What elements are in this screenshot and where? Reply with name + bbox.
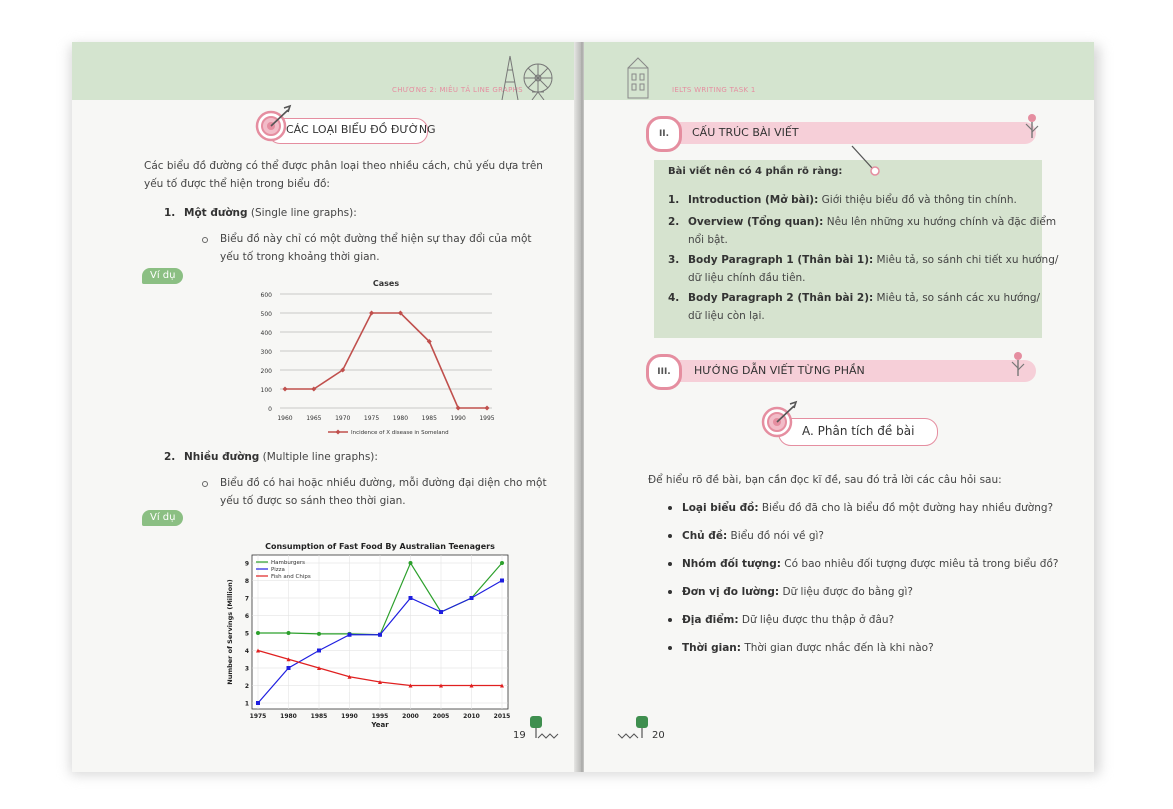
y-tick-label: 500	[260, 311, 272, 318]
data-point	[287, 631, 291, 635]
item2-number: 2.	[164, 451, 176, 463]
subsection-title: A. Phân tích đề bài	[802, 424, 915, 438]
target-icon	[760, 396, 806, 442]
y-tick-label: 0	[268, 406, 272, 413]
question-label: Chủ đề:	[682, 530, 728, 542]
data-point	[378, 633, 382, 637]
data-point	[470, 596, 474, 600]
x-tick-label: 1990	[450, 415, 466, 422]
x-tick-label: 2015	[493, 713, 511, 720]
y-tick-label: 3	[244, 665, 249, 673]
question-label: Đơn vị đo lường:	[682, 586, 780, 598]
chapter-label: CHƯƠNG 2: MIÊU TẢ LINE GRAPHS	[392, 86, 523, 94]
box-item-bold: Overview (Tổng quan):	[688, 216, 824, 228]
legend-label: Incidence of X disease in Someland	[351, 430, 449, 436]
item1-rest: (Single line graphs):	[247, 207, 357, 219]
box-item-cont: dữ liệu chính đầu tiên.	[688, 272, 806, 284]
sub-bullet	[202, 237, 208, 243]
box-item-bold: Introduction (Mở bài):	[688, 194, 819, 206]
question-item	[682, 528, 824, 544]
cases-chart	[240, 274, 500, 446]
section-title: CẤU TRÚC BÀI VIẾT	[692, 126, 799, 139]
item1-number: 1.	[164, 207, 176, 219]
y-tick-label: 1	[244, 700, 249, 708]
y-tick-label: 100	[260, 387, 272, 394]
item1-desc1: Biểu đồ này chỉ có một đường thể hiện sự thay đổi của một	[220, 233, 532, 245]
chart-title: Consumption of Fast Food By Australian Teenagers	[265, 542, 495, 551]
example-tag-2: Ví dụ	[142, 510, 183, 526]
legend-marker	[336, 430, 341, 435]
x-tick-label: 1980	[280, 713, 297, 720]
item1-heading	[184, 205, 357, 221]
item1-bold: Một đường	[184, 207, 248, 219]
y-tick-label: 400	[260, 330, 272, 337]
question-item	[682, 500, 1053, 516]
x-tick-label: 1960	[277, 415, 293, 422]
data-point	[317, 649, 321, 653]
x-tick-label: 2000	[402, 713, 419, 720]
series-line	[285, 313, 487, 408]
box-heading: Bài viết nên có 4 phần rõ ràng:	[668, 166, 843, 177]
bullet-dot	[668, 562, 672, 566]
pin-icon	[846, 142, 886, 176]
question-label: Thời gian:	[682, 642, 741, 654]
y-tick-label: 300	[260, 349, 272, 356]
x-tick-label: 1965	[306, 415, 322, 422]
data-point	[256, 631, 260, 635]
bullet-dot	[668, 646, 672, 650]
bullet-dot	[668, 618, 672, 622]
data-point	[348, 633, 352, 637]
box-item	[688, 290, 1040, 306]
y-tick-label: 7	[244, 595, 249, 603]
y-axis-label: Number of Servings (Million)	[226, 579, 234, 685]
data-point	[439, 610, 443, 614]
chart-title: Cases	[372, 279, 400, 288]
question-item	[682, 556, 1058, 572]
x-tick-label: 1995	[371, 713, 389, 720]
intro-line2: yếu tố được thể hiện trong biểu đồ:	[144, 178, 330, 190]
x-tick-label: 2005	[432, 713, 450, 720]
sub-bullet	[202, 481, 208, 487]
x-tick-label: 1975	[363, 415, 380, 422]
page-number: 19	[513, 730, 526, 741]
y-tick-label: 9	[244, 560, 249, 568]
y-tick-label: 4	[244, 648, 249, 655]
item2-rest: (Multiple line graphs):	[259, 451, 378, 463]
bullet-dot	[668, 534, 672, 538]
box-item-number: 4.	[668, 292, 680, 304]
plant-icon	[1008, 350, 1028, 378]
x-tick-label: 1970	[335, 415, 351, 422]
data-point	[500, 579, 504, 583]
book-label: IELTS WRITING TASK 1	[672, 86, 756, 94]
x-tick-label: 1975	[249, 713, 267, 720]
section-number: III.	[646, 354, 682, 390]
y-tick-label: 6	[244, 613, 249, 620]
question-label: Nhóm đối tượng:	[682, 558, 781, 570]
fast-food-chart	[222, 537, 512, 732]
landmark-illustration	[498, 54, 562, 100]
x-axis-label: Year	[371, 721, 389, 729]
box-item-number: 3.	[668, 254, 680, 266]
y-tick-label: 600	[260, 292, 272, 299]
y-tick-label: 8	[244, 578, 249, 585]
box-item-text: Miêu tả, so sánh chi tiết xu hướng/	[873, 254, 1059, 266]
box-item-bold: Body Paragraph 2 (Thân bài 2):	[688, 292, 874, 304]
data-point	[409, 561, 413, 565]
data-point	[409, 596, 413, 600]
question-text: Biểu đồ nói về gì?	[727, 530, 824, 542]
box-item-cont: nổi bật.	[688, 234, 728, 246]
item2-desc2: yếu tố được so sánh theo thời gian.	[220, 495, 406, 507]
question-text: Thời gian được nhắc đến là khi nào?	[740, 642, 934, 654]
x-tick-label: 2010	[463, 713, 480, 720]
legend-label: Pizza	[271, 567, 285, 573]
bullet-dot	[668, 590, 672, 594]
box-item-text: Miêu tả, so sánh các xu hướng/	[873, 292, 1041, 304]
question-text: Dữ liệu được đo bằng gì?	[779, 586, 914, 598]
y-tick-label: 200	[260, 368, 272, 375]
box-item	[688, 214, 1056, 230]
section-title: CÁC LOẠI BIỂU ĐỒ ĐƯỜNG	[286, 123, 436, 136]
bullet-dot	[668, 506, 672, 510]
x-tick-label: 1985	[310, 713, 328, 720]
box-item-text: Giới thiệu biểu đồ và thông tin chính.	[818, 194, 1017, 206]
legend-label: Hamburgers	[271, 560, 306, 566]
x-tick-label: 1990	[341, 713, 358, 720]
header-band	[584, 42, 1094, 100]
question-label: Loại biểu đồ:	[682, 502, 759, 514]
tree-icon	[614, 714, 650, 744]
question-text: Biểu đồ đã cho là biểu đồ một đường hay nhiều đường?	[758, 502, 1054, 514]
intro-line1: Các biểu đồ đường có thể được phân loại theo nhiều cách, chủ yếu dựa trên	[144, 160, 543, 172]
question-item	[682, 640, 934, 656]
box-item	[688, 192, 1017, 208]
data-point	[283, 387, 288, 392]
data-point	[287, 666, 291, 670]
x-tick-label: 1980	[392, 415, 409, 422]
section-number: II.	[646, 116, 682, 152]
item1-desc2: yếu tố trong khoảng thời gian.	[220, 251, 380, 263]
tree-icon	[528, 714, 564, 744]
legend-label: Fish and Chips	[271, 574, 311, 580]
data-point	[256, 701, 260, 705]
item2-bold: Nhiều đường	[184, 451, 260, 463]
question-item	[682, 612, 894, 628]
box-item-number: 1.	[668, 194, 680, 206]
plant-icon	[1022, 112, 1042, 140]
item2-heading	[184, 449, 378, 465]
x-tick-label: 1985	[421, 415, 437, 422]
question-text: Dữ liệu được thu thập ở đâu?	[738, 614, 895, 626]
item2-desc1: Biểu đồ có hai hoặc nhiều đường, mỗi đường đại diện cho một	[220, 477, 547, 489]
question-text: Có bao nhiêu đối tượng được miêu tả trong biểu đồ?	[780, 558, 1059, 570]
intro-paragraph: Để hiểu rõ đề bài, bạn cần đọc kĩ đề, sau đó trả lời các câu hỏi sau:	[648, 474, 1002, 486]
page-number: 20	[652, 730, 665, 741]
y-tick-label: 2	[244, 683, 249, 690]
data-point	[500, 561, 504, 565]
y-tick-label: 5	[244, 630, 249, 638]
data-point	[456, 406, 461, 411]
box-item	[688, 252, 1058, 268]
box-item-cont: dữ liệu còn lại.	[688, 310, 765, 322]
box-item-number: 2.	[668, 216, 680, 228]
question-item	[682, 584, 913, 600]
left-page	[72, 42, 578, 772]
question-label: Địa điểm:	[682, 614, 739, 626]
box-item-text: Nêu lên những xu hướng chính và đặc điểm	[823, 216, 1057, 228]
right-page	[584, 42, 1094, 772]
box-item-bold: Body Paragraph 1 (Thân bài 1):	[688, 254, 874, 266]
section-title: HƯỚNG DẪN VIẾT TỪNG PHẦN	[694, 364, 865, 377]
data-point	[317, 632, 321, 636]
x-tick-label: 1995	[479, 415, 495, 422]
data-point	[485, 406, 490, 411]
example-tag: Ví dụ	[142, 268, 183, 284]
building-illustration	[624, 54, 654, 100]
